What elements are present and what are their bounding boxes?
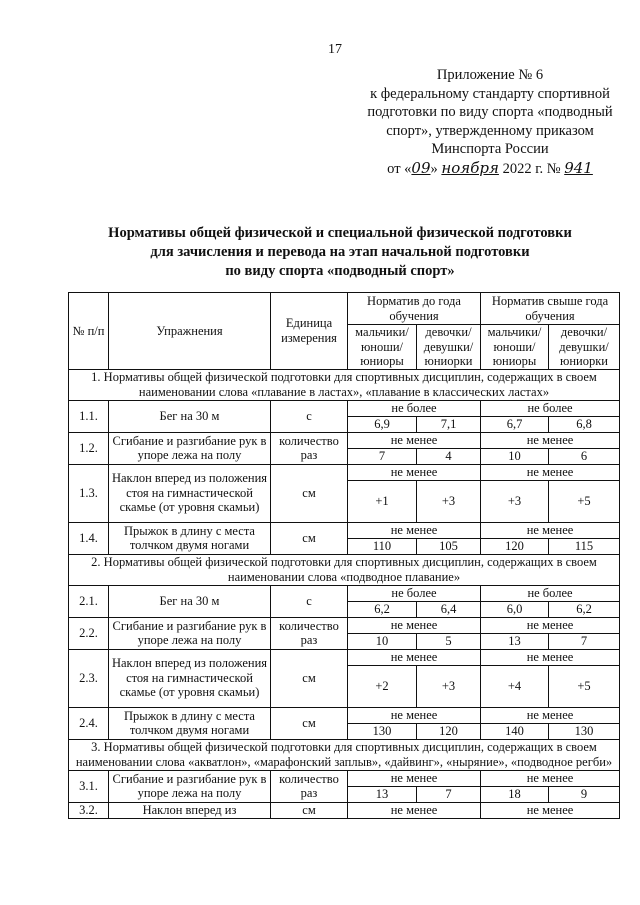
- value-cell: +2: [348, 665, 417, 707]
- value-cell: 130: [549, 723, 620, 739]
- value-cell: 13: [481, 633, 549, 649]
- exercise-name: Сгибание и разгибание рук в упоре лежа на полу: [109, 770, 271, 802]
- date-quote: »: [430, 160, 438, 177]
- qualifier-group-2: не менее: [481, 464, 620, 480]
- value-cell: 18: [481, 786, 549, 802]
- value-cell: +4: [481, 665, 549, 707]
- table-row: [69, 432, 620, 448]
- qualifier-group-1: не более: [348, 585, 481, 601]
- qualifier-group-1: не менее: [348, 522, 481, 538]
- value-cell: +3: [417, 480, 481, 522]
- value-cell: 120: [481, 538, 549, 554]
- document-title: [60, 224, 620, 281]
- header-girls: девочки/ девушки/ юниорки: [417, 325, 481, 370]
- qualifier-group-1: не менее: [348, 770, 481, 786]
- value-cell: 6,2: [549, 601, 620, 617]
- qualifier-group-2: не менее: [481, 522, 620, 538]
- unit: см: [271, 649, 348, 707]
- qualifier-group-1: не менее: [348, 464, 481, 480]
- qualifier-group-1: не более: [348, 400, 481, 416]
- table-row: [69, 649, 620, 665]
- annex-line: Минспорта России: [431, 141, 549, 157]
- annex-line: Приложение № 6: [436, 67, 544, 83]
- unit: см: [271, 522, 348, 554]
- value-cell: 115: [549, 538, 620, 554]
- header-group-1: Норматив до года обучения: [348, 293, 481, 325]
- qualifier-group-2: не менее: [481, 770, 620, 786]
- row-number: 1.2.: [69, 432, 109, 464]
- annex-line: к федеральному стандарту спортивной: [370, 85, 610, 102]
- qualifier-group-2: не менее: [481, 432, 620, 448]
- handwritten-day: 09: [411, 158, 431, 177]
- page-number: 17: [328, 42, 342, 57]
- qualifier-group-2: не менее: [481, 707, 620, 723]
- table-row: [69, 802, 620, 818]
- value-cell: +3: [417, 665, 481, 707]
- unit: см: [271, 802, 348, 818]
- value-cell: 7: [549, 633, 620, 649]
- row-number: 2.3.: [69, 649, 109, 707]
- header-boys: мальчики/ юноши/ юниоры: [481, 325, 549, 370]
- section-header-row: [69, 739, 620, 770]
- value-cell: 6,0: [481, 601, 549, 617]
- value-cell: 120: [417, 723, 481, 739]
- qualifier-group-2: не более: [481, 400, 620, 416]
- value-cell: 6: [549, 448, 620, 464]
- qualifier-group-1: не менее: [348, 707, 481, 723]
- unit: количество раз: [271, 617, 348, 649]
- value-cell: +3: [481, 480, 549, 522]
- standards-table: [68, 292, 620, 819]
- value-cell: 110: [348, 538, 417, 554]
- value-cell: 10: [348, 633, 417, 649]
- value-cell: 6,8: [549, 416, 620, 432]
- value-cell: 5: [417, 633, 481, 649]
- header-group-2: Норматив свыше года обучения: [481, 293, 620, 325]
- value-cell: 105: [417, 538, 481, 554]
- unit: количество раз: [271, 770, 348, 802]
- row-number: 1.4.: [69, 522, 109, 554]
- qualifier-group-1: не менее: [348, 617, 481, 633]
- value-cell: 9: [549, 786, 620, 802]
- row-number: 3.2.: [69, 802, 109, 818]
- exercise-name: Бег на 30 м: [109, 585, 271, 617]
- header-boys: мальчики/ юноши/ юниоры: [348, 325, 417, 370]
- value-cell: 6,9: [348, 416, 417, 432]
- value-cell: 13: [348, 786, 417, 802]
- row-number: 1.3.: [69, 464, 109, 522]
- header-num: № п/п: [69, 293, 109, 370]
- header-girls: девочки/ девушки/ юниорки: [549, 325, 620, 370]
- unit: см: [271, 707, 348, 739]
- value-cell: 7: [348, 448, 417, 464]
- exercise-name: Сгибание и разгибание рук в упоре лежа на полу: [109, 617, 271, 649]
- qualifier-group-1: не менее: [348, 649, 481, 665]
- exercise-name: Бег на 30 м: [109, 400, 271, 432]
- annex-line: спорт», утвержденному приказом: [386, 122, 594, 139]
- qualifier-group-2: не более: [481, 585, 620, 601]
- value-cell: 130: [348, 723, 417, 739]
- row-number: 3.1.: [69, 770, 109, 802]
- section-header-row: [69, 369, 620, 400]
- value-cell: 6,7: [481, 416, 549, 432]
- title-line: по виду спорта «подводный спорт»: [225, 263, 455, 279]
- value-cell: 7,1: [417, 416, 481, 432]
- table-row: [69, 522, 620, 538]
- exercise-name: Прыжок в длину с места толчком двумя ногами: [109, 707, 271, 739]
- row-number: 1.1.: [69, 400, 109, 432]
- section-title: 3. Нормативы общей физической подготовки для спортивных дисциплин, содержащих в своем наименовании слова «акватлон», «марафонский заплыв», «дайвинг», «ныряние», «подводное регби»: [69, 739, 620, 770]
- qualifier-group-1: не менее: [348, 802, 481, 818]
- exercise-name: Наклон вперед из положения стоя на гимнастической скамье (от уровня скамьи): [109, 649, 271, 707]
- exercise-name: Сгибание и разгибание рук в упоре лежа на полу: [109, 432, 271, 464]
- unit: количество раз: [271, 432, 348, 464]
- exercise-name: Прыжок в длину с места толчком двумя ногами: [109, 522, 271, 554]
- table-row: [69, 617, 620, 633]
- row-number: 2.1.: [69, 585, 109, 617]
- section-header-row: [69, 554, 620, 585]
- row-number: 2.2.: [69, 617, 109, 649]
- unit: с: [271, 585, 348, 617]
- unit: с: [271, 400, 348, 432]
- value-cell: +5: [549, 480, 620, 522]
- value-cell: 4: [417, 448, 481, 464]
- value-cell: 140: [481, 723, 549, 739]
- value-cell: 7: [417, 786, 481, 802]
- qualifier-group-2: не менее: [481, 802, 620, 818]
- table-row: [69, 770, 620, 786]
- row-number: 2.4.: [69, 707, 109, 739]
- exercise-name: Наклон вперед из положения стоя на гимнастической скамье (от уровня скамьи): [109, 464, 271, 522]
- title-line: Нормативы общей физической и специальной физической подготовки: [108, 225, 572, 241]
- annex-date-line: [340, 159, 640, 179]
- table-row: [69, 464, 620, 480]
- annex-header: [340, 66, 640, 178]
- header-exercise: Упражнения: [109, 293, 271, 370]
- table-row: [69, 400, 620, 416]
- table-row: [69, 585, 620, 601]
- table-row: [69, 707, 620, 723]
- value-cell: +5: [549, 665, 620, 707]
- date-prefix: от «: [387, 160, 412, 177]
- value-cell: 6,2: [348, 601, 417, 617]
- date-year: 2022 г. №: [502, 160, 561, 177]
- handwritten-number: 941: [564, 158, 593, 177]
- handwritten-month: ноября: [441, 158, 499, 177]
- qualifier-group-2: не менее: [481, 649, 620, 665]
- value-cell: +1: [348, 480, 417, 522]
- value-cell: 6,4: [417, 601, 481, 617]
- section-title: 1. Нормативы общей физической подготовки для спортивных дисциплин, содержащих в своем наименовании слова «плавание в ластах», «плавание в классических ластах»: [69, 369, 620, 400]
- exercise-name: Наклон вперед из: [109, 802, 271, 818]
- qualifier-group-1: не менее: [348, 432, 481, 448]
- title-line: для зачисления и перевода на этап начальной подготовки: [150, 244, 530, 260]
- qualifier-group-2: не менее: [481, 617, 620, 633]
- header-unit: Единица измерения: [271, 293, 348, 370]
- unit: см: [271, 464, 348, 522]
- annex-line: подготовки по виду спорта «подводный: [367, 104, 613, 120]
- section-title: 2. Нормативы общей физической подготовки для спортивных дисциплин, содержащих в своем наименовании слова «подводное плавание»: [69, 554, 620, 585]
- value-cell: 10: [481, 448, 549, 464]
